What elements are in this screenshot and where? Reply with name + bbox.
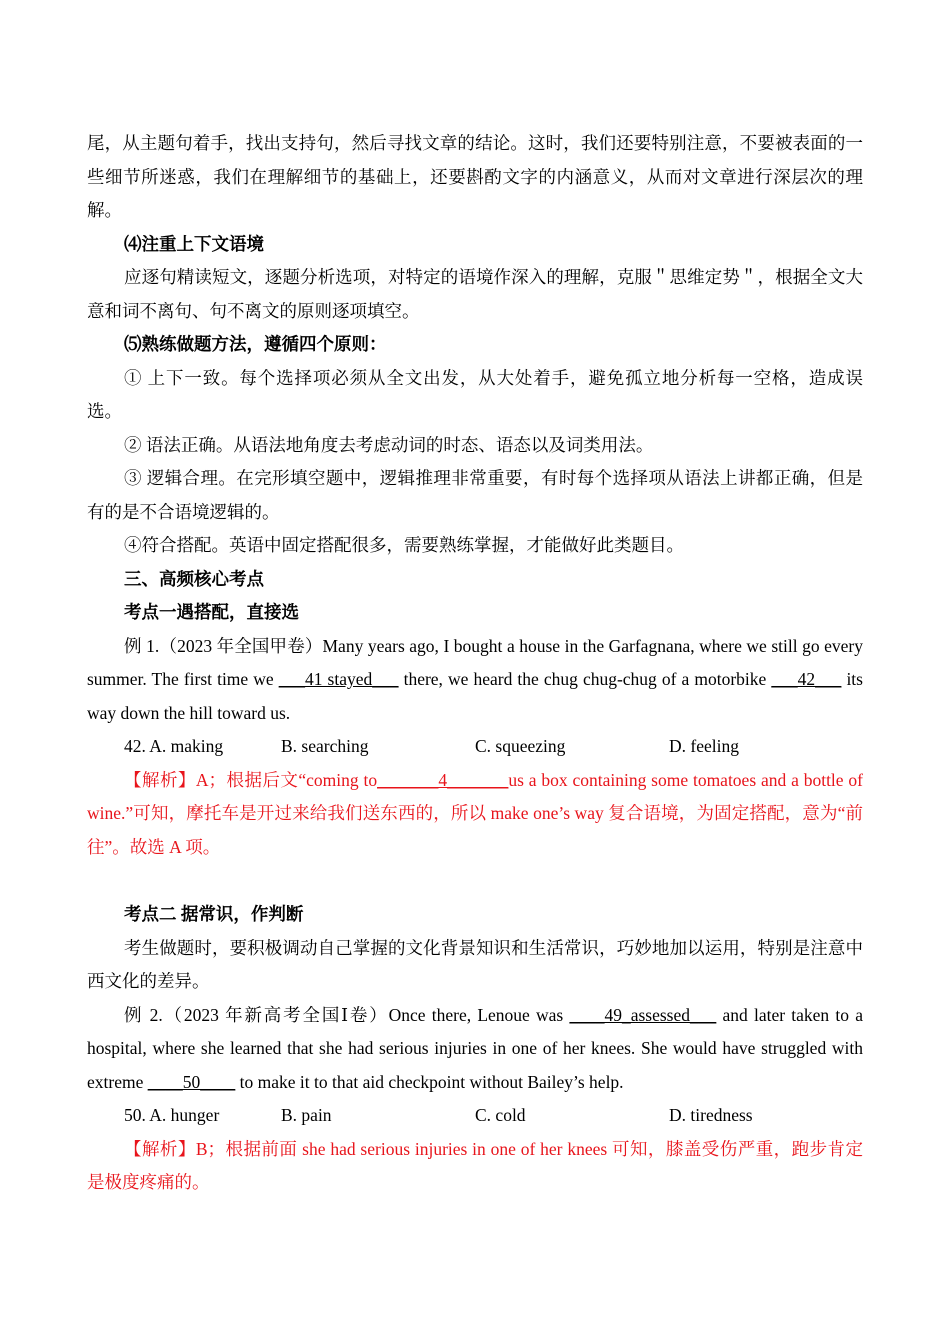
example-1-text-a: 例 1.（2023 年全国甲卷）Many years ago, I bought a house in the Garfagnana, where we still go every summer. The first time we: [87, 635, 863, 689]
rule-1: ① 上下一致。每个选择项必须从全文出发，从大处着手，避免孤立地分析每一空格，造成误选。: [87, 367, 863, 421]
blank-49: ____49_assessed___: [569, 1004, 717, 1025]
point-1-heading: 考点一遇搭配，直接选: [124, 602, 299, 622]
example-2-text-a: 例 2.（2023 年新高考全国Ⅰ卷）Once there, Lenoue was: [124, 1004, 570, 1025]
analysis-1: [87, 764, 863, 865]
rule-4: ④符合搭配。英语中固定搭配很多，需要熟练掌握，才能做好此类题目。: [124, 535, 684, 555]
option-d: D. feeling: [669, 736, 739, 756]
question-50-options: [87, 1099, 863, 1133]
example-2-text-c: to make it to that aid checkpoint without Bailey’s help.: [235, 1071, 624, 1092]
example-1: [87, 630, 863, 731]
point-2-heading: 考点二 据常识，作判断: [124, 904, 304, 924]
option-a: 42. A. making: [124, 736, 224, 756]
blank-42: ___42___: [771, 669, 842, 689]
option-b: B. pain: [281, 1105, 332, 1125]
blank-50: ____50____: [147, 1071, 236, 1092]
section-3-heading: 三、高频核心考点: [124, 568, 264, 589]
rule-3: ③ 逻辑合理。在完形填空题中，逻辑推理非常重要，有时每个选择项从语法上讲都正确，但是有的是不合语境逻辑的。: [87, 468, 863, 522]
heading-context: ⑷注重上下文语境: [124, 233, 264, 254]
rule-2: ② 语法正确。从语法地角度去考虑动词的时态、语态以及词类用法。: [124, 434, 654, 455]
option-c: C. cold: [475, 1105, 526, 1125]
analysis-1-blank: _______4_______: [377, 769, 509, 790]
example-2: [87, 999, 863, 1100]
option-a: 50. A. hunger: [124, 1105, 220, 1125]
question-42-options: [87, 730, 863, 764]
context-paragraph: 应逐句精读短文，逐题分析选项，对特定的语境作深入的理解，克服＂思维定势＂，根据全文大意和词不离句、句不离文的原则逐项填空。: [87, 267, 863, 321]
point-2-paragraph: 考生做题时，要积极调动自己掌握的文化背景知识和生活常识，巧妙地加以运用，特别是注意中西文化的差异。: [87, 937, 863, 991]
option-b: B. searching: [281, 736, 369, 756]
option-c: C. squeezing: [475, 736, 566, 756]
document-page: [87, 127, 863, 1200]
analysis-1-text-b: us a box containing some tomatoes and a bottle of wine.”可知，摩托车是开过来给我们送东西的，所以 make one’s way 复合语境，为固定搭配，意为“前往”。故选 A 项。: [87, 769, 863, 857]
example-2-text-b: and later taken to a hospital, where she learned that she had serious injuries in one of her knees. She would have struggled with extreme: [87, 1004, 863, 1092]
heading-methods: ⑸熟练做题方法，遵循四个原则：: [124, 334, 387, 354]
analysis-2: 【解析】B；根据前面 she had serious injuries in one of her knees 可知，膝盖受伤严重，跑步肯定是极度疼痛的。: [87, 1138, 863, 1192]
option-d: D. tiredness: [669, 1105, 753, 1125]
intro-paragraph: 尾，从主题句着手，找出支持句，然后寻找文章的结论。这时，我们还要特别注意，不要被表面的一些细节所迷惑，我们在理解细节的基础上，还要斟酌文字的内涵意义，从而对文章进行深层次的理解。: [87, 133, 863, 220]
example-1-text-c: its way down the hill toward us.: [87, 669, 863, 723]
analysis-1-text-a: 【解析】A；根据后文“coming to: [124, 769, 378, 790]
example-1-text-b: there, we heard the chug chug-chug of a motorbike: [398, 669, 772, 689]
blank-41: ___41 stayed___: [278, 669, 399, 689]
